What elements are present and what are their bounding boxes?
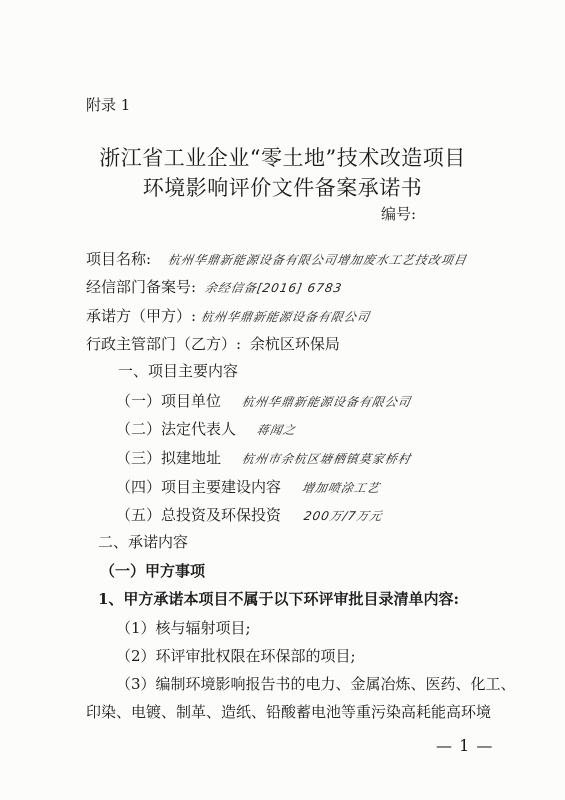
project-item-value: 增加喷涂工艺: [300, 481, 381, 495]
project-name-field: [86, 248, 467, 269]
commitment-item-3: （3）编制环境影响报告书的电力、金属冶炼、医药、化工、: [116, 675, 516, 693]
project-item-label: （三）拟建地址: [116, 449, 222, 467]
party-a-matters-heading: （一）甲方事项: [100, 562, 206, 580]
project-item-value: 蒋闻之: [255, 423, 297, 437]
project-item-label: （五）总投资及环保投资: [116, 506, 282, 524]
document-title-line-1: 浙江省工业企业“零土地”技术改造项目: [99, 146, 466, 170]
project-item-value: 杭州华鼎新能源设备有限公司: [240, 395, 412, 409]
commitment-continuation: 印染、电镀、制革、造纸、铅酸蓄电池等重污染高耗能高环境: [86, 703, 492, 721]
section-2-heading: 二、承诺内容: [98, 533, 189, 551]
filing-number-label: 经信部门备案号:: [86, 278, 197, 296]
document-number-label: 编号:: [381, 205, 417, 223]
project-item-label: （四）项目主要建设内容: [116, 478, 282, 496]
page-number: — 1 —: [436, 736, 494, 755]
appendix-label: 附录 1: [86, 96, 131, 114]
project-item-3: [116, 447, 411, 468]
project-name-value: 杭州华鼎新能源设备有限公司增加废水工艺技改项目: [166, 253, 469, 267]
project-item-value: 200万/7万元: [302, 509, 384, 523]
project-item-value: 杭州市余杭区塘栖镇莫家桥村: [240, 452, 412, 466]
party-a-label: 承诺方（甲方）:: [86, 307, 197, 325]
project-item-2: [116, 418, 296, 439]
commitment-item-2: （2）环评审批权限在环保部的项目;: [116, 647, 356, 665]
project-item-5: [116, 504, 382, 525]
project-item-4: [116, 476, 380, 497]
project-item-label: （一）项目单位: [116, 392, 222, 410]
project-item-1: [116, 390, 411, 411]
party-b-value: 余杭区环保局: [249, 335, 340, 353]
filing-number-field: [86, 276, 342, 297]
filing-number-value: 余经信备[2016] 6783: [203, 281, 344, 295]
project-name-label: 项目名称:: [86, 250, 152, 268]
party-b-field: [86, 333, 340, 354]
section-1-heading: 一、项目主要内容: [118, 362, 239, 380]
party-b-label: 行政主管部门（乙方）:: [86, 335, 242, 353]
commitment-1-heading: 1、甲方承诺本项目不属于以下环评审批目录清单内容:: [98, 590, 459, 608]
project-item-label: （二）法定代表人: [116, 420, 237, 438]
party-a-field: [86, 305, 370, 326]
party-a-value: 杭州华鼎新能源设备有限公司: [199, 310, 372, 324]
commitment-item-1: （1）核与辐射项目;: [116, 619, 251, 637]
document-title-line-2: 环境影响评价文件备案承诺书: [142, 176, 423, 200]
